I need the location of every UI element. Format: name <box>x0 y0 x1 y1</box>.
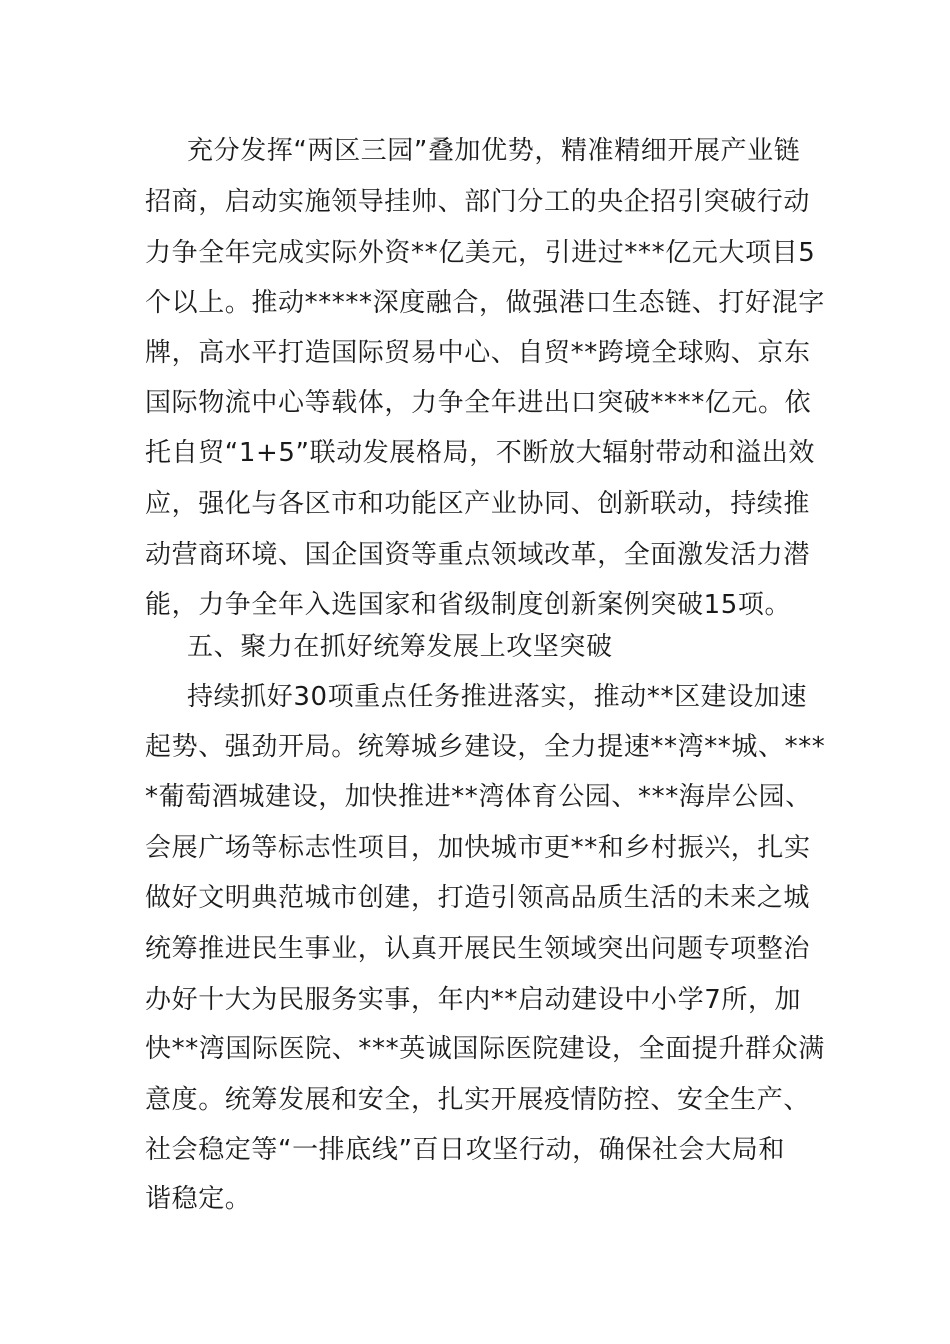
paragraph-2-line-4: 会展广场等标志性项目，加快城市更**和乡村振兴，扎实 <box>145 833 811 863</box>
paragraph-2-line-5: 做好文明典范城市创建，打造引领高品质生活的未来之城 <box>145 883 811 913</box>
paragraph-2-line-10: 社会稳定等“一排底线”百日攻坚行动，确保社会大局和 <box>145 1135 785 1165</box>
paragraph-2-line-2: 起势、强劲开局。统筹城乡建设，全力提速**湾**城、*** <box>145 732 826 762</box>
paragraph-2-line-8: 快**湾国际医院、***英诚国际医院建设，全面提升群众满 <box>145 1034 825 1064</box>
paragraph-1-line-10: 能，力争全年入选国家和省级制度创新案例突破15项。 <box>145 590 792 620</box>
paragraph-1-line-8: 应，强化与各区市和功能区产业协同、创新联动，持续推 <box>145 489 811 519</box>
paragraph-2-line-7: 办好十大为民服务实事，年内**启动建设中小学7所，加 <box>145 985 802 1015</box>
paragraph-1-line-7: 托自贸“1+5”联动发展格局，不断放大辐射带动和溢出效 <box>145 438 816 468</box>
paragraph-1-line-1: 充分发挥“两区三园”叠加优势，精准精细开展产业链 <box>187 136 801 166</box>
paragraph-2-line-11: 谐稳定。 <box>145 1184 252 1214</box>
paragraph-2-line-1: 持续抓好30项重点任务推进落实，推动**区建设加速 <box>187 682 808 712</box>
paragraph-1-line-2: 招商，启动实施领导挂帅、部门分工的央企招引突破行动 <box>145 187 811 217</box>
paragraph-2-line-9: 意度。统筹发展和安全，扎实开展疫情防控、安全生产、 <box>145 1085 811 1115</box>
paragraph-2-line-6: 统筹推进民生事业，认真开展民生领域突出问题专项整治 <box>145 934 811 964</box>
paragraph-2-line-3: *葡萄酒城建设，加快推进**湾体育公园、***海岸公园、 <box>145 782 812 812</box>
paragraph-1-line-5: 牌，高水平打造国际贸易中心、自贸**跨境全球购、京东 <box>145 338 811 368</box>
section-heading: 五、聚力在抓好统筹发展上攻坚突破 <box>187 632 613 662</box>
paragraph-1-line-9: 动营商环境、国企国资等重点领域改革，全面激发活力潜 <box>145 540 811 570</box>
paragraph-1-line-3: 力争全年完成实际外资**亿美元，引进过***亿元大项目5 <box>145 238 816 268</box>
paragraph-1-line-4: 个以上。推动*****深度融合，做强港口生态链、打好混字 <box>145 288 825 318</box>
paragraph-1-line-6: 国际物流中心等载体，力争全年进出口突破****亿元。依 <box>145 388 812 418</box>
